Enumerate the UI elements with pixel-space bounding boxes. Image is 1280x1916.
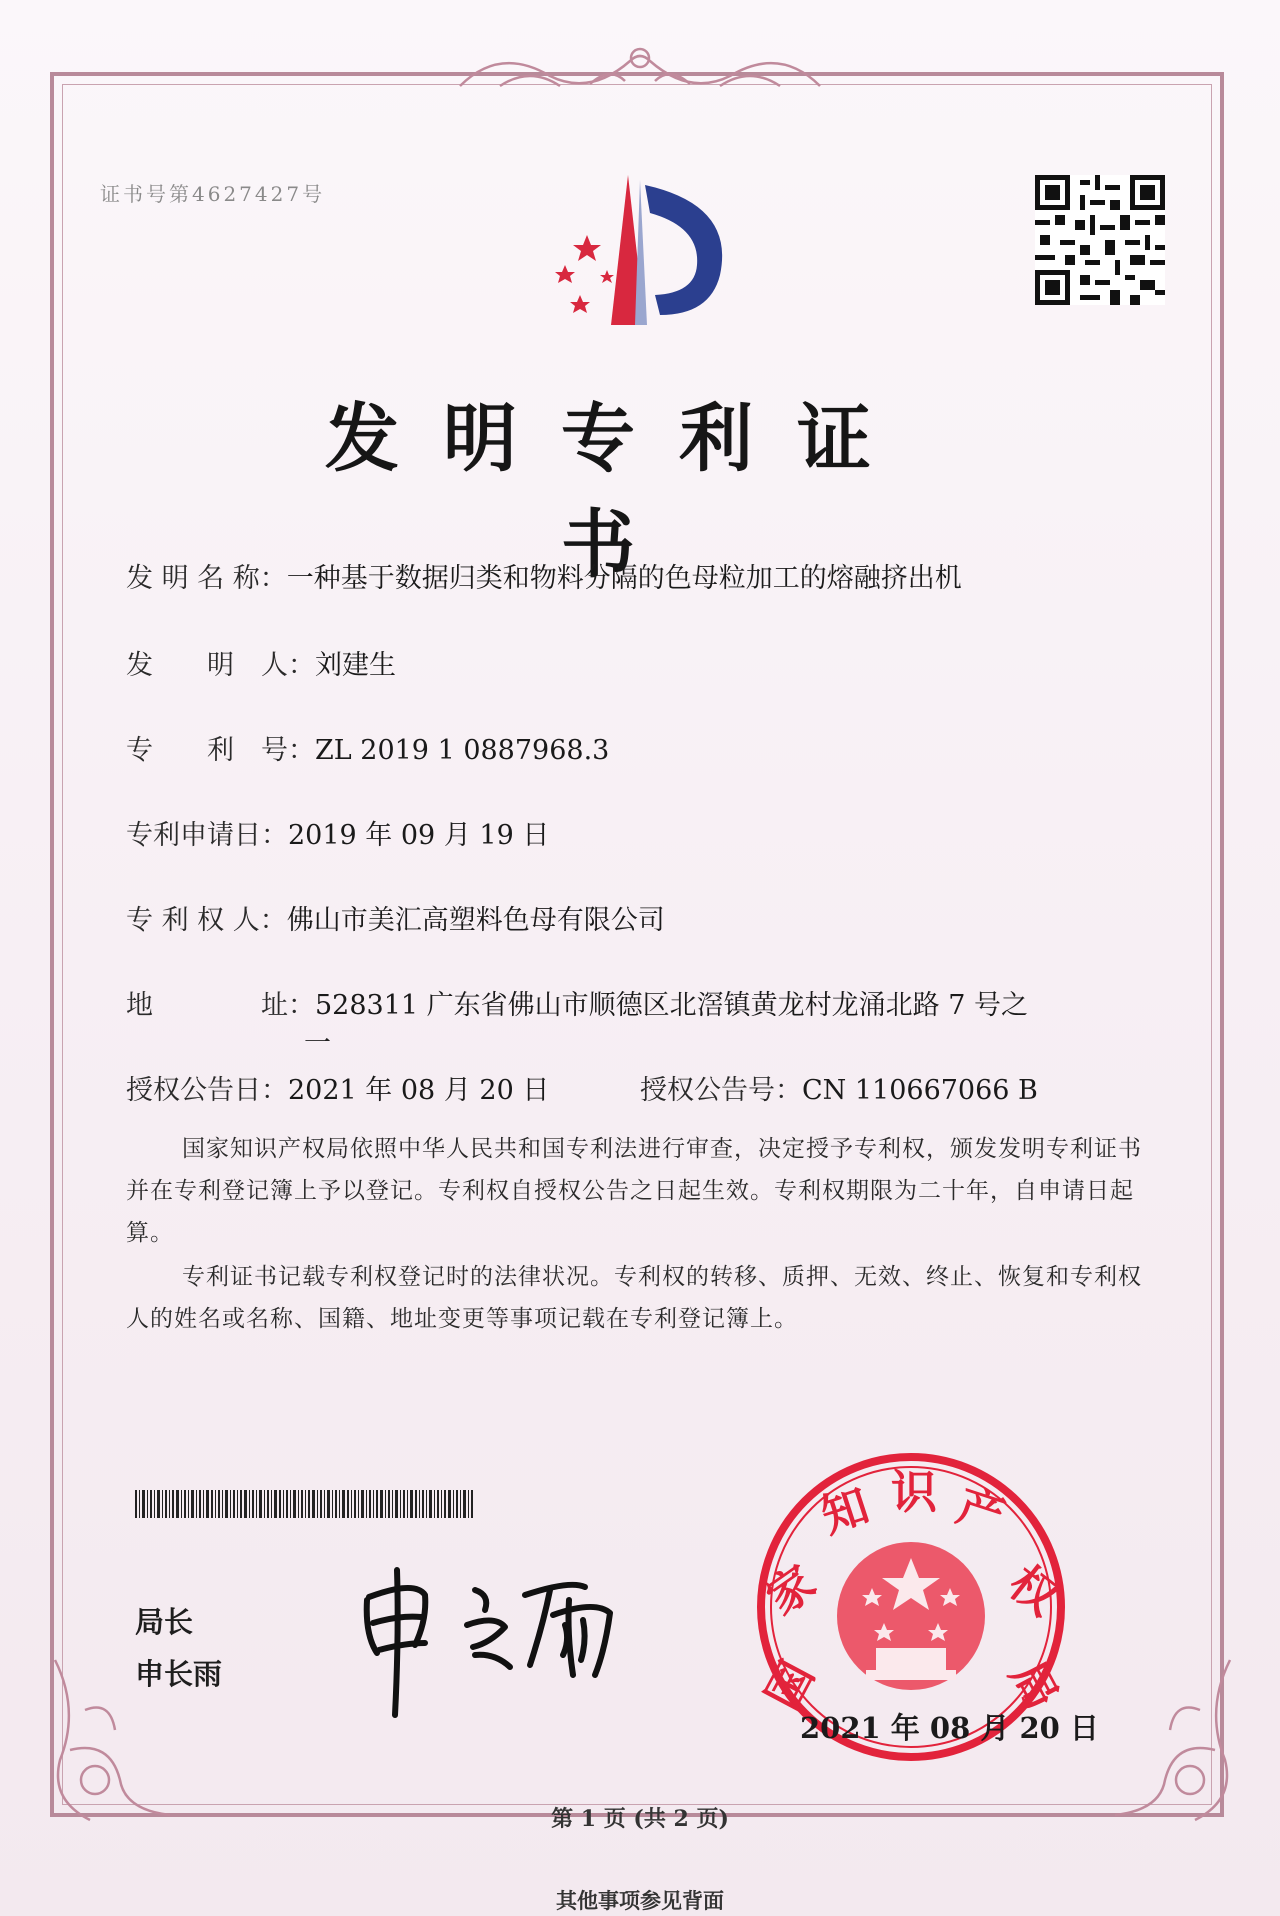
patentee-value: 佛山市美汇高塑料色母有限公司	[286, 905, 665, 936]
invention-name-row	[126, 556, 962, 595]
patent-office-logo-icon	[535, 165, 745, 335]
official-title: 局长	[135, 1605, 194, 1639]
patent-number-label: 专 利 号：	[126, 735, 315, 766]
invention-name-value: 一种基于数据归类和物料分隔的色母粒加工的熔融挤出机	[286, 563, 962, 594]
grant-number-value: CN 110667066 B	[802, 1075, 1038, 1106]
patentee-label: 专 利 权 人：	[126, 905, 287, 936]
address-line2: 一	[304, 1028, 331, 1059]
svg-text:局: 局	[999, 1652, 1069, 1719]
svg-text:产: 产	[950, 1477, 1012, 1544]
back-note: 其他事项参见背面	[556, 1888, 724, 1913]
patent-number-row	[126, 728, 609, 767]
statement-paragraph-1: 国家知识产权局依照中华人民共和国专利法进行审查，决定授予专利权，颁发发明专利证书并在专利登记簿上予以登记。专利权自授权公告之日起生效。专利权期限为二十年，自申请日起算。	[126, 1136, 1142, 1246]
statement-paragraph-2: 专利证书记载专利权登记时的法律状况。专利权的转移、质押、无效、终止、恢复和专利权人的姓名或名称、国籍、地址变更等事项记载在专利登记簿上。	[126, 1264, 1142, 1332]
top-ornament-icon	[440, 36, 840, 106]
barcode-icon	[135, 1490, 475, 1518]
handwritten-signature-icon	[355, 1555, 645, 1725]
svg-text:家: 家	[756, 1554, 826, 1626]
grant-date-value: 2021 年 08 月 20 日	[288, 1075, 550, 1106]
svg-text:权: 权	[999, 1554, 1069, 1626]
grant-date-row	[126, 1068, 549, 1107]
patent-number-value: ZL 2019 1 0887968.3	[315, 735, 610, 766]
address-row	[126, 983, 1028, 1022]
page-title: 发明专利证书	[325, 396, 915, 588]
certificate-number: 证书号第4627427号	[100, 182, 326, 206]
inventor-row	[126, 643, 396, 682]
qr-code-icon	[1035, 175, 1165, 305]
page-number: 第 1 页 (共 2 页)	[551, 1806, 729, 1832]
application-date-value: 2019 年 09 月 19 日	[288, 820, 550, 851]
address-label: 地 址：	[126, 990, 315, 1021]
svg-text:国: 国	[755, 1652, 825, 1719]
official-name: 申长雨	[135, 1657, 223, 1691]
invention-name-label: 发 明 名 称：	[126, 563, 287, 594]
svg-text:知: 知	[814, 1477, 876, 1544]
inventor-label: 发 明 人：	[126, 650, 315, 681]
seal-date: 2021 年 08 月 20 日	[800, 1711, 1099, 1745]
address-value: 528311 广东省佛山市顺德区北滘镇黄龙村龙涌北路 7 号之	[315, 990, 1028, 1021]
patentee-row	[126, 898, 665, 937]
grant-date-label: 授权公告日：	[126, 1075, 288, 1106]
grant-number-label: 授权公告号：	[640, 1075, 802, 1106]
grant-number-row	[640, 1068, 1038, 1107]
inventor-value: 刘建生	[315, 650, 396, 681]
application-date-row	[126, 813, 549, 852]
svg-text:识: 识	[891, 1465, 937, 1519]
application-date-label: 专利申请日：	[126, 820, 288, 851]
